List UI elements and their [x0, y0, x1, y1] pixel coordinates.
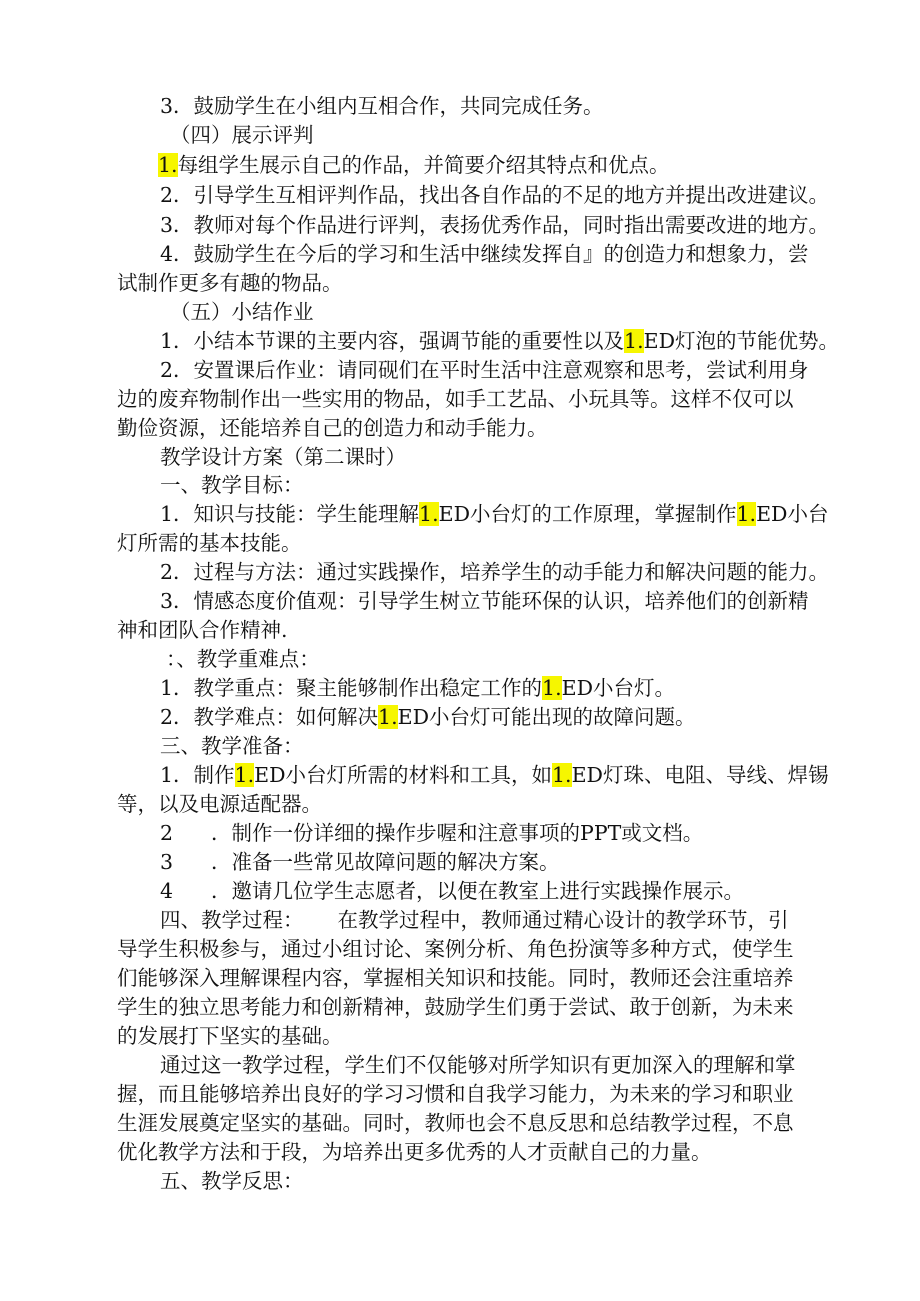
text: （四）展示评判 [170, 123, 314, 147]
text: 2．安置课后作业：请同砚们在平时生活中注意观察和思考，尝试利用身 [160, 358, 809, 382]
line [160, 355, 809, 385]
text: 一、教学目标： [160, 473, 304, 497]
text: 2．引导学生互相评判作品，找出各自作品的不足的地方并提出改进建议。 [160, 183, 830, 207]
text: 们能够深入理解课程内容，掌握相关知识和技能。同时，教师还会注重培养 [117, 966, 794, 990]
text: ED小台 [756, 502, 829, 526]
text: 灯所需的基本技能。 [117, 531, 302, 555]
highlight: 1. [378, 705, 398, 729]
text: 神和团队合作精神. [117, 618, 288, 642]
text: 3．情感态度价值观：引导学生树立节能环保的认识，培养他们的创新精 [160, 589, 809, 613]
text: ．准备一些常见故障问题的解决方案。 [211, 850, 560, 874]
section-heading [160, 905, 789, 935]
text: 在教学过程中，教师通过精心设计的教学环节，引 [337, 908, 789, 932]
text: 4．鼓励学生在今后的学习和生活中继续发挥自』的创造力和想象力，尝 [160, 242, 809, 266]
line [160, 91, 604, 121]
section-heading [160, 470, 304, 500]
highlight: 1. [624, 329, 644, 353]
text: 教学设计方案（第二课时） [160, 445, 406, 469]
line [160, 326, 839, 356]
text: ．邀请几位学生志愿者，以便在教室上进行实践操作展示。 [211, 879, 745, 903]
line [160, 586, 809, 616]
text: 的发展打下坚实的基础。 [117, 1024, 343, 1048]
line [117, 528, 302, 558]
line [160, 818, 703, 848]
section-heading [166, 644, 320, 674]
line [117, 1021, 343, 1051]
text: （五）小结作业 [170, 300, 314, 324]
line [160, 180, 829, 210]
highlight: 1. [158, 153, 178, 177]
section-heading [170, 120, 314, 150]
line [117, 268, 343, 298]
line [117, 934, 794, 964]
text: 通过这一教学过程，学生们不仅能够对所学知识有更加深入的理解和掌 [160, 1053, 796, 1077]
text: 握，而且能够培养出良好的学习习惯和自我学习能力，为未来的学习和职业 [117, 1082, 794, 1106]
line [160, 876, 744, 906]
line [160, 239, 809, 269]
text: 导学生积极参与，通过小组讨论、案例分析、角色扮演等多种方式，使学生 [117, 937, 794, 961]
item-number: 4 [160, 879, 174, 903]
text: 1．制作 [160, 763, 235, 787]
item-number: 2 [160, 821, 174, 845]
line [160, 673, 675, 703]
text: 2．过程与方法：通过实践操作，培养学生的动手能力和解决问题的能力。 [160, 560, 830, 584]
text: 等，以及电源适配器。 [117, 792, 322, 816]
text: 优化教学方法和于段，为培养出更多优秀的人才贡献自己的力量。 [117, 1140, 712, 1164]
text: 试制作更多有趣的物品。 [117, 271, 343, 295]
line [158, 150, 670, 180]
text: 五、教学反思： [160, 1169, 304, 1193]
highlight: 1. [419, 502, 439, 526]
text: 1．小结本节课的主要内容，强调节能的重要性以及 [160, 329, 625, 353]
text: 3．鼓励学生在小组内互相合作，共同完成任务。 [160, 94, 604, 118]
text: 四、教学过程： [160, 908, 304, 932]
text: 3．教师对每个作品进行评判，表扬优秀作品，同时指出需要改进的地方。 [160, 213, 830, 237]
highlight: 1. [542, 676, 562, 700]
line [160, 210, 829, 240]
text: ：、教学重难点： [166, 647, 320, 671]
item-number: 3 [160, 850, 174, 874]
text: 学生的独立思考能力和创新精神，鼓励学生们勇于尝试、敢于创新，为未来 [117, 995, 794, 1019]
line [160, 557, 829, 587]
text: ED小台灯可能出现的故障问题。 [397, 705, 696, 729]
line [160, 499, 828, 529]
text: ED小台灯的工作原理，掌握制作 [438, 502, 737, 526]
text: 1．教学重点：聚主能够制作出稳定工作的 [160, 676, 543, 700]
line [117, 413, 548, 443]
heading [160, 442, 406, 472]
text: 边的废弃物制作出一些实用的物品，如手工艺品、小玩具等。这样不仅可以 [117, 387, 794, 411]
section-heading [170, 297, 314, 327]
text: ．制作一份详细的操作步喔和注意事项的PPT或文档。 [211, 821, 704, 845]
text: 每组学生展示自己的作品，并简要介绍其特点和优点。 [177, 153, 670, 177]
text: ED小台灯所需的材料和工具，如 [254, 763, 553, 787]
highlight: 1. [552, 763, 572, 787]
text: 三、教学准备： [160, 734, 304, 758]
line [160, 1050, 796, 1080]
line [117, 615, 288, 645]
section-heading [160, 1166, 304, 1196]
line [117, 1137, 712, 1167]
text: 2．教学难点：如何解决 [160, 705, 379, 729]
text: ED灯珠、电阻、导线、焊锡 [571, 763, 829, 787]
line [117, 992, 794, 1022]
section-heading [160, 731, 304, 761]
line [160, 760, 828, 790]
highlight: 1. [234, 763, 255, 787]
text: 勤俭资源，还能培养自己的创造力和动手能力。 [117, 416, 548, 440]
text: 1．知识与技能：学生能理解 [160, 502, 420, 526]
line [160, 847, 560, 877]
line [117, 384, 794, 414]
line [117, 789, 322, 819]
line [117, 963, 794, 993]
line [117, 1079, 794, 1109]
text: 生涯发展奠定坚实的基础。同时，教师也会不息反思和总结教学过程，不息 [117, 1111, 794, 1135]
text: ED小台灯。 [561, 676, 676, 700]
highlight: 1. [736, 502, 757, 526]
text: ED灯泡的节能优势。 [643, 329, 840, 353]
line [160, 702, 696, 732]
line [117, 1108, 794, 1138]
